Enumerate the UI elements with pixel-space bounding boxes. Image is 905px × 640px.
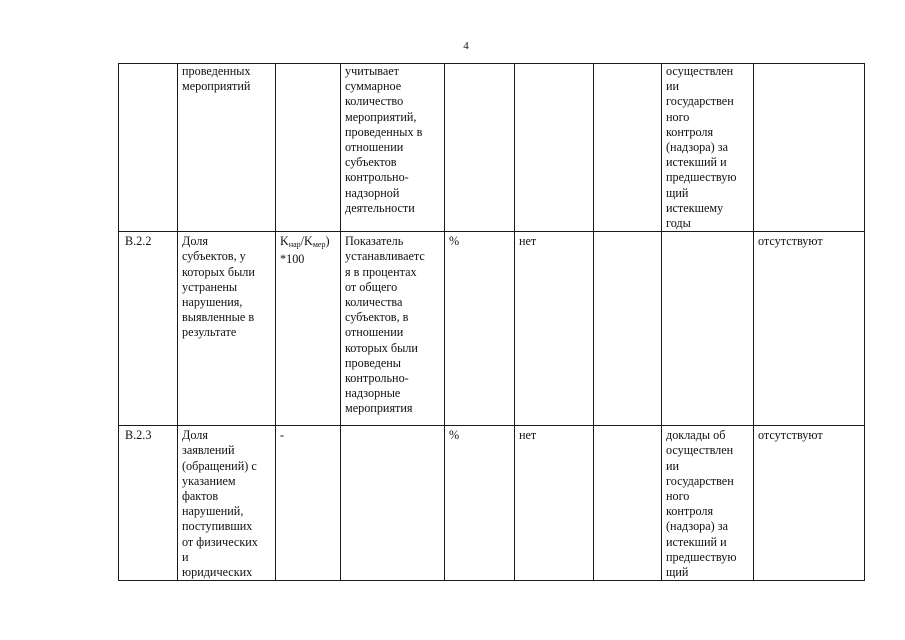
indicator-code-cell: В.2.2 [119,232,178,426]
indicators-table [118,63,865,581]
note-cell [754,64,865,232]
table-row [119,232,865,426]
formula-tail: ) *100 [280,234,330,267]
formula-separator: /K [300,234,313,249]
formula-subscript-mer: мер [312,240,326,250]
source-cell [662,232,754,426]
description-cell: Показатель устанавливаетс я в процентах от общего количества субъектов, в отношении которых были проведены контрольно- надзорные мероприятия [341,232,445,426]
table-row [119,64,865,232]
formula-cell [276,426,341,581]
value-cell [515,64,594,232]
note-cell: отсутствуют [754,232,865,426]
empty-cell [594,64,662,232]
page-number: 4 [463,40,469,52]
indicator-name-cell: Доля заявлений (обращений) с указанием фактов нарушений, поступивших от физических и юридических [178,426,276,581]
value-cell: нет [515,232,594,426]
note-cell: отсутствуют [754,426,865,581]
empty-cell [594,232,662,426]
description-cell: учитывает суммарное количество мероприятий, проведенных в отношении субъектов контрольно- надзорной деятельности [341,64,445,232]
formula-cell [276,64,341,232]
table-row [119,426,865,581]
unit-cell [445,64,515,232]
unit-cell: % [445,426,515,581]
description-cell [341,426,445,581]
indicator-name-cell: проведенных мероприятий [178,64,276,232]
value-cell: нет [515,426,594,581]
unit-cell: % [445,232,515,426]
indicator-code-cell: В.2.3 [119,426,178,581]
formula-cell [276,232,341,426]
source-cell: доклады об осуществлен ии государствен ного контроля (надзора) за истекший и предшествую щий [662,426,754,581]
formula-main: K [280,234,289,249]
formula-main: - [280,428,285,443]
empty-cell [594,426,662,581]
indicator-name-cell: Доля субъектов, у которых были устранены нарушения, выявленные в результате [178,232,276,426]
source-cell: осуществлен ии государствен ного контроля (надзора) за истекший и предшествую щий истекшему годы [662,64,754,232]
indicator-code-cell [119,64,178,232]
formula-subscript-nar: нар [288,240,301,250]
